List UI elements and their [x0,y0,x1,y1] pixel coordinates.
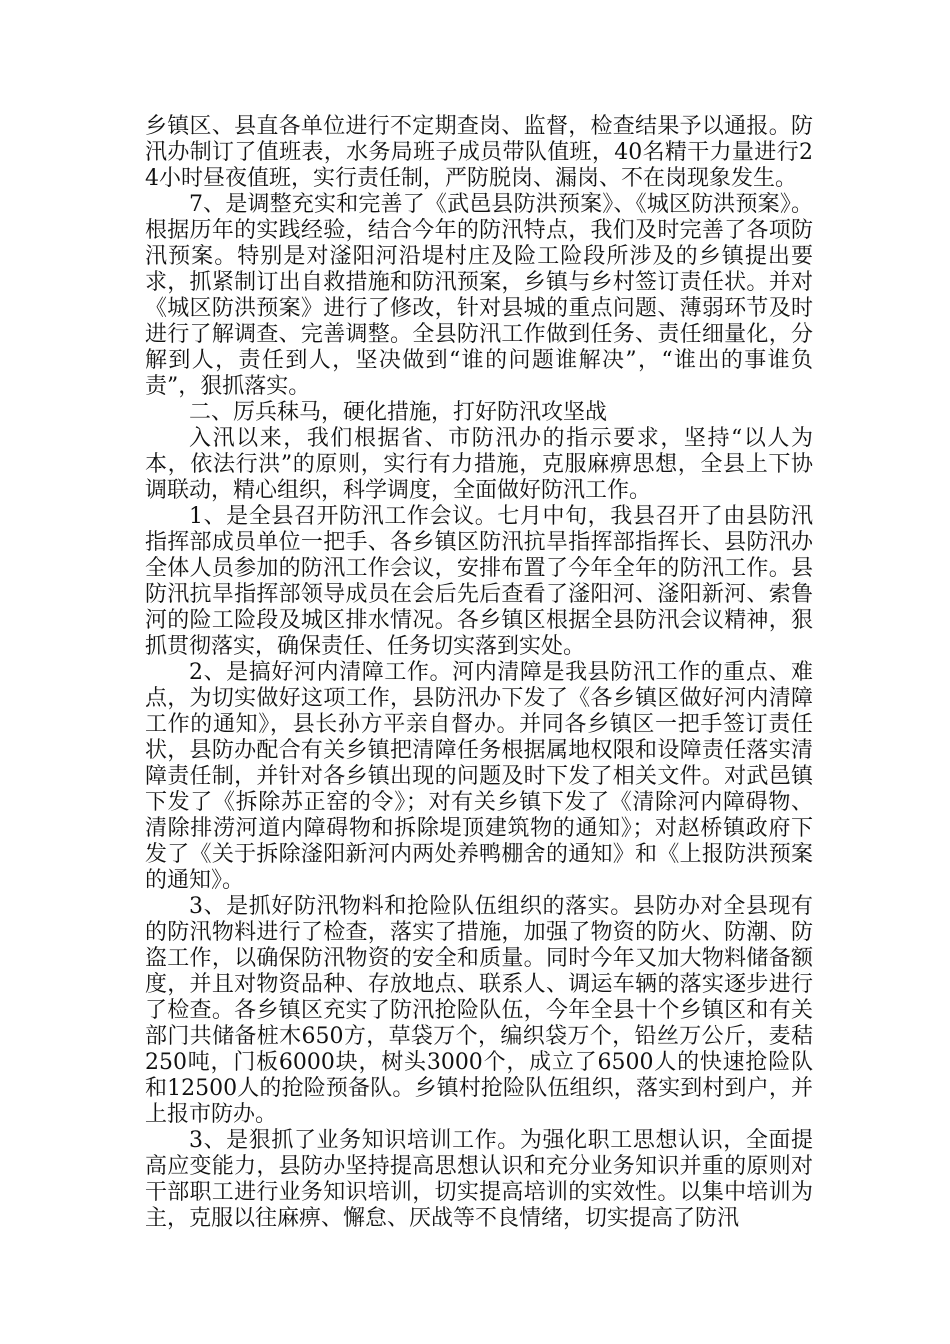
paragraph-2: 7、是调整充实和完善了《武邑县防洪预案》、《城区防洪预案》。根据历年的实践经验，结合今年的防汛特点，我们及时完善了各项防汛预案。特别是对滏阳河沿堤村庄及险工险段所涉及的乡镇提出要求，抓紧制订出自救措施和防汛预案，乡镇与乡村签订责任状。并对《城区防洪预案》进行了修改，针对县城的重点问题、薄弱环节及时进行了解调查、完善调整。全县防汛工作做到任务、责任细量化，分解到人，责任到人，坚决做到“谁的问题谁解决”，“谁出的事谁负责”，狠抓落实。 [145,192,813,399]
paragraph-4: 1、是全县召开防汛工作会议。七月中旬，我县召开了由县防汛指挥部成员单位一把手、各乡镇区防汛抗旱指挥部指挥长、县防汛办全体人员参加的防汛工作会议，安排布置了今年全年的防汛工作。县防汛抗旱指挥部领导成员在会后先后查看了滏阳河、滏阳新河、索鲁河的险工险段及城区排水情况。各乡镇区根据全县防汛会议精神，狠抓贯彻落实，确保责任、任务切实落到实处。 [145,504,813,659]
paragraph-1: 乡镇区、县直各单位进行不定期查岗、监督，检查结果予以通报。防汛办制订了值班表，水务局班子成员带队值班，40名精干力量进行24小时昼夜值班，实行责任制，严防脱岗、漏岗、不在岗现象发生。 [145,114,813,191]
paragraph-7: 3、是狠抓了业务知识培训工作。为强化职工思想认识，全面提高应变能力，县防办坚持提高思想认识和充分业务知识并重的原则对干部职工进行业务知识培训，切实提高培训的实效性。以集中培训为主，克服以往麻痹、懈怠、厌战等不良情绪，切实提高了防汛 [145,1128,813,1231]
document-page [145,114,813,1232]
section-heading: 二、厉兵秣马，硬化措施，打好防汛攻坚战 [189,400,608,425]
paragraph-6: 3、是抓好防汛物料和抢险队伍组织的落实。县防办对全县现有的防汛物料进行了检查，落实了措施，加强了物资的防火、防潮、防盗工作，以确保防汛物资的安全和质量。同时今年又加大物料储备额度，并且对物资品种、存放地点、联系人、调运车辆的落实逐步进行了检查。各乡镇区充实了防汛抢险队伍，今年全县十个乡镇区和有关部门共储备桩木650方，草袋万个，编织袋万个，铅丝万公斤，麦秸250吨，门板6000块，树头3000个，成立了6500人的快速抢险队和12500人的抢险预备队。乡镇村抢险队伍组织，落实到村到户，并上报市防办。 [145,894,813,1127]
paragraph-5: 2、是搞好河内清障工作。河内清障是我县防汛工作的重点、难点，为切实做好这项工作，县防汛办下发了《各乡镇区做好河内清障工作的通知》，县长孙方平亲自督办。并同各乡镇区一把手签订责任状，县防办配合有关乡镇把清障任务根据属地权限和设障责任落实清障责任制，并针对各乡镇出现的问题及时下发了相关文件。对武邑镇下发了《拆除苏正窑的令》；对有关乡镇下发了《清除河内障碍物、清除排涝河道内障碍物和拆除堤顶建筑物的通知》；对赵桥镇政府下发了《关于拆除滏阳新河内两处养鸭棚舍的通知》和《上报防洪预案的通知》。 [145,660,813,893]
paragraph-3: 入汛以来，我们根据省、市防汛办的指示要求，坚持“以人为本，依法行洪”的原则，实行有力措施，克服麻痹思想，全县上下协调联动，精心组织，科学调度，全面做好防汛工作。 [145,426,813,503]
